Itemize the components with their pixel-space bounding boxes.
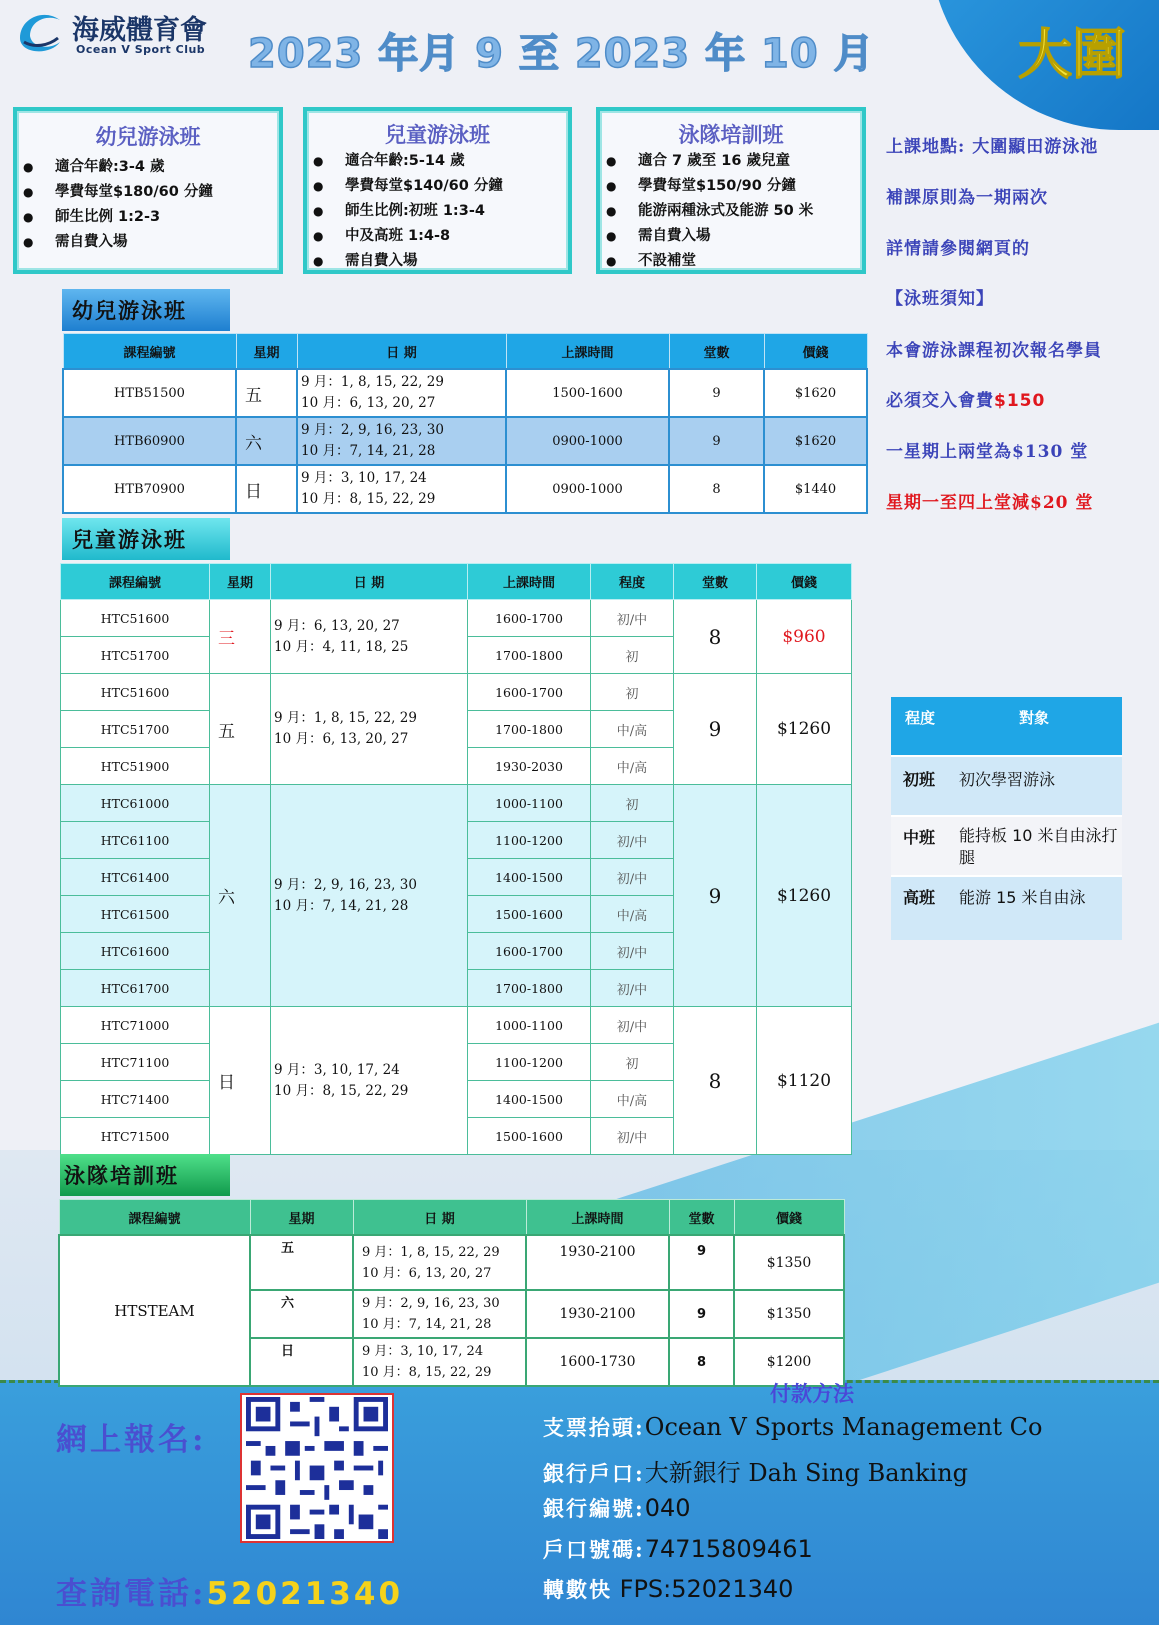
dates-cell xyxy=(271,674,468,785)
count-cell: 8 xyxy=(669,1338,734,1386)
count-cell: 9 xyxy=(669,1290,734,1338)
header-cell: 程度 xyxy=(591,564,674,600)
table-row xyxy=(61,600,852,637)
table-row xyxy=(63,417,867,465)
header-cell: 堂數 xyxy=(669,334,764,370)
code-cell: HTC71400 xyxy=(61,1081,210,1118)
code-cell: HTC51600 xyxy=(61,674,210,711)
section-tag-toddler: 幼兒游泳班 xyxy=(62,289,230,331)
table-header xyxy=(63,334,867,370)
time-cell: 1930-2030 xyxy=(468,748,591,785)
date-line: 9 月：6, 13, 20, 27 xyxy=(274,617,400,634)
date-line: 9 月：2, 9, 16, 23, 30 xyxy=(301,422,444,438)
code-cell: HTC61700 xyxy=(61,970,210,1007)
date-line: 10 月：8, 15, 22, 29 xyxy=(362,1365,492,1380)
price-cell: $1440 xyxy=(764,465,867,513)
level-legend xyxy=(891,697,1122,940)
time-cell: 1400-1500 xyxy=(468,1081,591,1118)
level-cell: 初/中 xyxy=(591,822,674,859)
info-item: ● 學費每堂$150/90 分鐘 xyxy=(600,174,862,199)
dates-cell xyxy=(353,1338,526,1386)
code-cell: HTC61000 xyxy=(61,785,210,822)
info-item: ● 需自費入場 xyxy=(600,224,862,249)
info-box-toddler xyxy=(13,107,283,274)
price-cell: $1620 xyxy=(764,417,867,465)
legend-row xyxy=(891,875,1122,940)
table-row xyxy=(61,674,852,711)
level-cell: 初/中 xyxy=(591,1118,674,1155)
level-cell: 初/中 xyxy=(591,1007,674,1044)
price-cell: $1200 xyxy=(734,1338,844,1386)
time-cell: 1600-1700 xyxy=(468,600,591,637)
price-cell: $1350 xyxy=(734,1235,844,1290)
legend-value: 能持板 10 米自由泳打腿 xyxy=(959,826,1118,867)
dates-cell xyxy=(353,1290,526,1338)
date-line: 9 月：1, 8, 15, 22, 29 xyxy=(362,1244,500,1260)
info-item: ● 適合 7 歲至 16 歲兒童 xyxy=(600,149,862,174)
info-item: ● 中及高班 1:4-8 xyxy=(307,224,568,249)
date-line: 10 月：7, 14, 21, 28 xyxy=(301,443,436,459)
date-line: 9 月：2, 9, 16, 23, 30 xyxy=(274,876,417,893)
children-table xyxy=(60,563,852,1155)
legend-header-level: 程度 xyxy=(905,709,936,727)
payment-title: 付款方法 xyxy=(770,1382,854,1406)
legend-header-target: 對象 xyxy=(1019,709,1050,727)
time-cell: 1700-1800 xyxy=(468,970,591,1007)
legend-value: 能游 15 米自由泳 xyxy=(959,888,1086,907)
header-cell: 上課時間 xyxy=(506,334,669,370)
info-item: ● 不設補堂 xyxy=(600,249,862,274)
price-cell: $1260 xyxy=(757,785,852,1007)
table-header xyxy=(61,564,852,600)
info-box-children xyxy=(303,107,572,274)
note-twice: 一星期上兩堂為$130 堂 xyxy=(886,442,1089,462)
time-cell: 1700-1800 xyxy=(468,637,591,674)
level-cell: 初 xyxy=(591,674,674,711)
legend-header xyxy=(891,697,1122,755)
date-line: 10 月：7, 14, 21, 28 xyxy=(274,897,409,914)
payment-value: 大新銀行 Dah Sing Banking xyxy=(644,1459,969,1487)
time-cell: 1000-1100 xyxy=(468,1007,591,1044)
note-notice: 【泳班須知】 xyxy=(886,289,994,309)
header-cell: 日 期 xyxy=(297,334,506,370)
code-cell: HTC61100 xyxy=(61,822,210,859)
note-fee2 xyxy=(886,386,1045,411)
level-cell: 初/中 xyxy=(591,600,674,637)
info-item: ● 適合年齡:5-14 歲 xyxy=(307,149,568,174)
count-cell: 9 xyxy=(674,674,757,785)
time-cell: 1600-1730 xyxy=(526,1338,669,1386)
time-cell: 0900-1000 xyxy=(506,417,669,465)
header-cell: 星期 xyxy=(250,1200,353,1236)
level-cell: 初/中 xyxy=(591,859,674,896)
payment-key: 轉數快 xyxy=(543,1577,612,1602)
level-cell: 中/高 xyxy=(591,748,674,785)
day-cell: 五 xyxy=(236,369,297,417)
code-cell: HTC61400 xyxy=(61,859,210,896)
header-cell: 星期 xyxy=(210,564,271,600)
count-cell: 8 xyxy=(674,1007,757,1155)
table-row xyxy=(63,369,867,417)
table-row xyxy=(63,465,867,513)
count-cell: 9 xyxy=(669,417,764,465)
dates-cell xyxy=(353,1235,526,1290)
payment-key: 戶口號碼: xyxy=(543,1537,645,1562)
payment-value: 040 xyxy=(644,1494,691,1522)
code-cell: HTC71100 xyxy=(61,1044,210,1081)
code-cell: HTB51500 xyxy=(63,369,236,417)
payment-line xyxy=(543,1534,813,1564)
legend-value: 初次學習游泳 xyxy=(959,770,1056,789)
code-cell: HTC61500 xyxy=(61,896,210,933)
code-cell: HTC71000 xyxy=(61,1007,210,1044)
count-cell: 9 xyxy=(674,785,757,1007)
time-cell: 1930-2100 xyxy=(526,1290,669,1338)
day-cell: 五 xyxy=(210,674,271,785)
payment-key: 支票抬頭: xyxy=(543,1415,645,1440)
dates-cell xyxy=(297,417,506,465)
qr-code-image xyxy=(244,1397,390,1539)
phone-label: 查詢電話: xyxy=(56,1576,207,1612)
date-line: 9 月：3, 10, 17, 24 xyxy=(362,1344,484,1359)
date-line: 9 月：1, 8, 15, 22, 29 xyxy=(274,710,417,726)
code-cell: HTB60900 xyxy=(63,417,236,465)
price-cell: $1260 xyxy=(757,674,852,785)
header-cell: 日 期 xyxy=(353,1200,526,1236)
info-title: 泳隊培訓班 xyxy=(678,123,784,147)
info-item: ● 學費每堂$180/60 分鐘 xyxy=(17,180,279,205)
level-cell: 中/高 xyxy=(591,896,674,933)
level-cell: 初/中 xyxy=(591,970,674,1007)
legend-row xyxy=(891,755,1122,815)
table-row xyxy=(61,1007,852,1044)
day-cell: 三 xyxy=(210,600,271,674)
header-cell: 上課時間 xyxy=(526,1200,669,1236)
legend-key: 初班 xyxy=(903,770,936,789)
info-box-team xyxy=(596,107,866,274)
price-cell: $1120 xyxy=(757,1007,852,1155)
header-cell: 堂數 xyxy=(669,1200,734,1236)
header-cell: 課程編號 xyxy=(61,564,210,600)
date-line: 10 月：6, 13, 20, 27 xyxy=(274,731,409,747)
time-cell: 1930-2100 xyxy=(526,1235,669,1290)
date-line: 9 月：3, 10, 17, 24 xyxy=(274,1061,400,1078)
phone-number[interactable]: 52021340 xyxy=(206,1576,404,1612)
dates-cell xyxy=(297,465,506,513)
info-item: ● 需自費入場 xyxy=(17,230,279,255)
header-cell: 日 期 xyxy=(271,564,468,600)
price-cell: $1350 xyxy=(734,1290,844,1338)
note-fee2-amount: $150 xyxy=(994,391,1046,411)
header-cell: 堂數 xyxy=(674,564,757,600)
count-cell: 9 xyxy=(669,369,764,417)
price-cell: $1620 xyxy=(764,369,867,417)
info-item: ● 師生比例:初班 1:3-4 xyxy=(307,199,568,224)
day-cell: 六 xyxy=(236,417,297,465)
legend-key: 中班 xyxy=(903,828,936,847)
level-cell: 中/高 xyxy=(591,711,674,748)
date-line: 9 月：3, 10, 17, 24 xyxy=(301,470,427,486)
dates-cell xyxy=(271,1007,468,1155)
note-fee1: 本會游泳課程初次報名學員 xyxy=(886,341,1102,361)
payment-line xyxy=(543,1453,968,1488)
date-line: 10 月：7, 14, 21, 28 xyxy=(362,1317,492,1332)
time-cell: 1500-1600 xyxy=(506,369,669,417)
logo-english: Ocean V Sport Club xyxy=(76,43,206,56)
payment-key: 銀行戶口: xyxy=(543,1461,645,1486)
online-registration-label: 網上報名: xyxy=(56,1422,207,1458)
header-cell: 價錢 xyxy=(734,1200,844,1236)
date-line: 10 月：8, 15, 22, 29 xyxy=(301,491,436,507)
page-title: 2023 年月 9 至 2023 年 10 月 xyxy=(248,31,875,77)
time-cell: 1500-1600 xyxy=(468,1118,591,1155)
date-line: 10 月：6, 13, 20, 27 xyxy=(362,1265,492,1281)
info-title: 幼兒游泳班 xyxy=(95,125,201,149)
table-row xyxy=(59,1235,844,1290)
phone-inquiry xyxy=(56,1568,403,1613)
code-cell: HTC51900 xyxy=(61,748,210,785)
date-line: 10 月：6, 13, 20, 27 xyxy=(301,395,436,411)
note-fee2-prefix: 必須交入會費 xyxy=(886,391,994,411)
info-title: 兒童游泳班 xyxy=(385,123,490,147)
payment-key: 銀行編號: xyxy=(543,1496,645,1521)
team-table xyxy=(58,1199,845,1387)
toddler-table xyxy=(62,333,868,514)
date-line: 9 月：1, 8, 15, 22, 29 xyxy=(301,374,444,390)
level-cell: 初 xyxy=(591,637,674,674)
note-discount: 星期一至四上堂減$20 堂 xyxy=(886,493,1094,513)
legend-row xyxy=(891,815,1122,875)
time-cell: 1700-1800 xyxy=(468,711,591,748)
info-item: ● 師生比例 1:2-3 xyxy=(17,205,279,230)
time-cell: 1100-1200 xyxy=(468,1044,591,1081)
time-cell: 1600-1700 xyxy=(468,674,591,711)
day-cell: 日 xyxy=(236,465,297,513)
payment-value: 74715809461 xyxy=(644,1535,813,1563)
code-cell: HTC51700 xyxy=(61,637,210,674)
club-logo xyxy=(14,8,66,54)
area-label: 大圍 xyxy=(1018,23,1126,86)
date-line: 10 月：8, 15, 22, 29 xyxy=(274,1082,409,1099)
time-cell: 0900-1000 xyxy=(506,465,669,513)
header-cell: 課程編號 xyxy=(59,1200,250,1236)
payment-value: FPS:52021340 xyxy=(619,1575,794,1603)
header-cell: 價錢 xyxy=(764,334,867,370)
time-cell: 1600-1700 xyxy=(468,933,591,970)
count-cell: 8 xyxy=(669,465,764,513)
level-cell: 初/中 xyxy=(591,933,674,970)
info-item: ● 學費每堂$140/60 分鐘 xyxy=(307,174,568,199)
dates-cell xyxy=(271,785,468,1007)
legend-key: 高班 xyxy=(903,888,936,907)
note-makeup: 補課原則為一期兩次 xyxy=(886,188,1048,208)
code-cell: HTB70900 xyxy=(63,465,236,513)
code-cell: HTC51600 xyxy=(61,600,210,637)
header-cell: 課程編號 xyxy=(63,334,236,370)
table-row xyxy=(61,785,852,822)
header-cell: 星期 xyxy=(236,334,297,370)
header-cell: 上課時間 xyxy=(468,564,591,600)
day-cell: 六 xyxy=(250,1290,353,1338)
dates-cell xyxy=(297,369,506,417)
time-cell: 1500-1600 xyxy=(468,896,591,933)
day-cell: 日 xyxy=(210,1007,271,1155)
note-location: 上課地點: 大圍顯田游泳池 xyxy=(886,137,1099,157)
info-item: ● 適合年齡:3-4 歲 xyxy=(17,155,279,180)
payment-line xyxy=(543,1493,691,1523)
dates-cell xyxy=(271,600,468,674)
info-item: ● 能游兩種泳式及能游 50 米 xyxy=(600,199,862,224)
payment-line xyxy=(543,1412,1042,1442)
time-cell: 1100-1200 xyxy=(468,822,591,859)
count-cell: 8 xyxy=(674,600,757,674)
code-cell: HTSTEAM xyxy=(59,1235,250,1386)
level-cell: 初 xyxy=(591,785,674,822)
count-cell: 9 xyxy=(669,1235,734,1290)
day-cell: 五 xyxy=(250,1235,353,1290)
payment-line xyxy=(543,1574,793,1604)
date-line: 9 月：2, 9, 16, 23, 30 xyxy=(362,1296,500,1311)
header-cell: 價錢 xyxy=(757,564,852,600)
time-cell: 1400-1500 xyxy=(468,859,591,896)
code-cell: HTC61600 xyxy=(61,933,210,970)
table-header xyxy=(59,1200,844,1236)
day-cell: 六 xyxy=(210,785,271,1007)
section-tag-children: 兒童游泳班 xyxy=(62,518,230,560)
payment-value: Ocean V Sports Management Co xyxy=(644,1413,1043,1441)
time-cell: 1000-1100 xyxy=(468,785,591,822)
date-line: 10 月：4, 11, 18, 25 xyxy=(274,638,409,655)
info-item: ● 需自費入場 xyxy=(307,249,568,274)
logo-chinese: 海威體育會 xyxy=(72,15,207,46)
section-tag-team: 泳隊培訓班 xyxy=(60,1154,230,1196)
code-cell: HTC71500 xyxy=(61,1118,210,1155)
code-cell: HTC51700 xyxy=(61,711,210,748)
qr-code[interactable] xyxy=(240,1393,394,1543)
level-cell: 中/高 xyxy=(591,1081,674,1118)
level-cell: 初 xyxy=(591,1044,674,1081)
price-cell: $960 xyxy=(757,600,852,674)
note-details: 詳情請參閱網頁的 xyxy=(886,239,1030,259)
day-cell: 日 xyxy=(250,1338,353,1386)
